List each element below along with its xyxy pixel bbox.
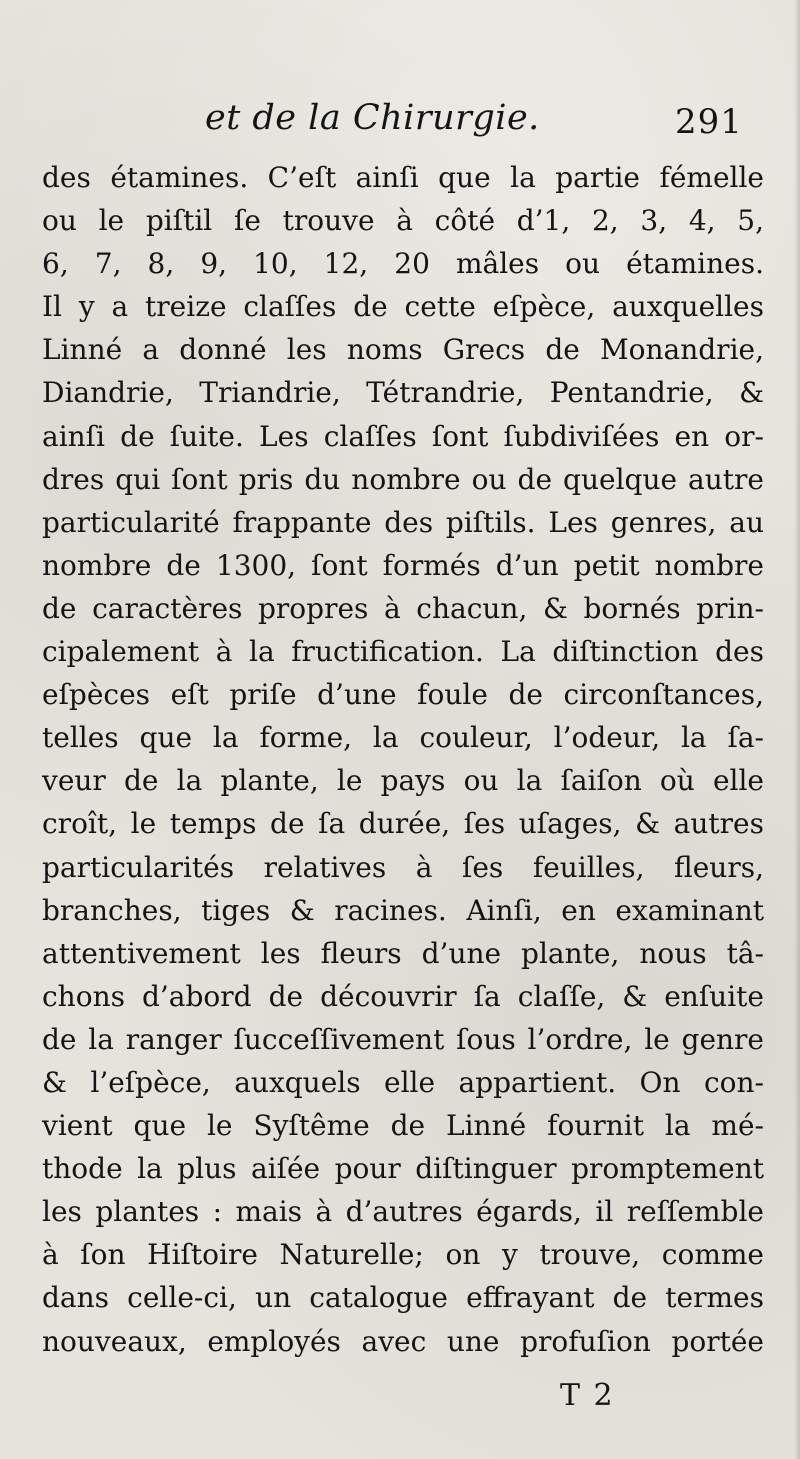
text-line-23: vient que le Syſtême de Linné fournit la mé- xyxy=(42,1109,764,1143)
text-line-6: Diandrie, Triandrie, Tétrandrie, Pentandrie, & xyxy=(42,376,764,410)
text-line-15: veur de la plante, le pays ou la ſaiſon où elle xyxy=(42,764,764,798)
text-line-8: dres qui ſont pris du nombre ou de quelque autre xyxy=(42,462,764,496)
text-line-12: cipalement à la fructification. La diſtinction des xyxy=(42,635,764,669)
text-line-11: de caractères propres à chacun, & bornés prin- xyxy=(42,591,764,625)
signature-mark: T 2 xyxy=(560,1378,615,1413)
text-line-20: chons d’abord de découvrir ſa claſſe, & enſuite xyxy=(42,979,764,1013)
text-line-14: telles que la forme, la couleur, l’odeur, la ſa- xyxy=(42,721,764,755)
text-line-1: des étamines. C’eſt ainſi que la partie fémelle xyxy=(42,161,764,194)
page-header xyxy=(0,98,800,154)
page-footer xyxy=(0,1378,800,1428)
text-line-25: les plantes : mais à d’autres égards, il reſſemble xyxy=(42,1195,764,1229)
page-number: 291 xyxy=(675,102,743,142)
text-line-17: particularités relatives à ſes feuilles, fleurs, xyxy=(42,850,764,884)
text-line-18: branches, tiges & racines. Ainſi, en examinant xyxy=(42,893,764,927)
body-text xyxy=(42,156,764,1363)
text-line-7: ainſi de ſuite. Les claſſes ſont ſubdiviſées en or- xyxy=(42,419,764,453)
text-line-22: & l’eſpèce, auxquels elle appartient. On con- xyxy=(42,1065,764,1099)
text-line-5: Linné a donné les noms Grecs de Monandrie, xyxy=(42,333,764,367)
text-line-16: croît, le temps de ſa durée, ſes uſages, & autres xyxy=(42,807,764,841)
text-line-3: 6, 7, 8, 9, 10, 12, 20 mâles ou étamines. xyxy=(42,247,764,281)
text-line-28: nouveaux, employés avec une profuſion portée xyxy=(42,1324,764,1358)
text-line-2: ou le piſtil ſe trouve à côté d’1, 2, 3, 4, 5, xyxy=(42,204,764,238)
text-line-27: dans celle-ci, un catalogue effrayant de termes xyxy=(42,1281,764,1315)
text-line-26: à ſon Hiſtoire Naturelle; on y trouve, comme xyxy=(42,1238,764,1272)
running-title: et de la Chirurgie. xyxy=(205,98,540,138)
text-line-4: Il y a treize claſſes de cette eſpèce, auxquelles xyxy=(42,290,764,324)
text-line-21: de la ranger ſucceſſivement ſous l’ordre, le genre xyxy=(42,1022,764,1056)
text-line-10: nombre de 1300, ſont formés d’un petit nombre xyxy=(42,548,764,582)
text-line-13: eſpèces eſt priſe d’une foule de circonſtances, xyxy=(42,678,764,712)
text-line-24: thode la plus aiſée pour diſtinguer promptement xyxy=(42,1152,764,1186)
page-edge-shadow xyxy=(794,0,800,1459)
text-line-19: attentivement les fleurs d’une plante, nous tâ- xyxy=(42,936,764,970)
text-line-9: particularité frappante des piſtils. Les genres, au xyxy=(42,505,764,539)
